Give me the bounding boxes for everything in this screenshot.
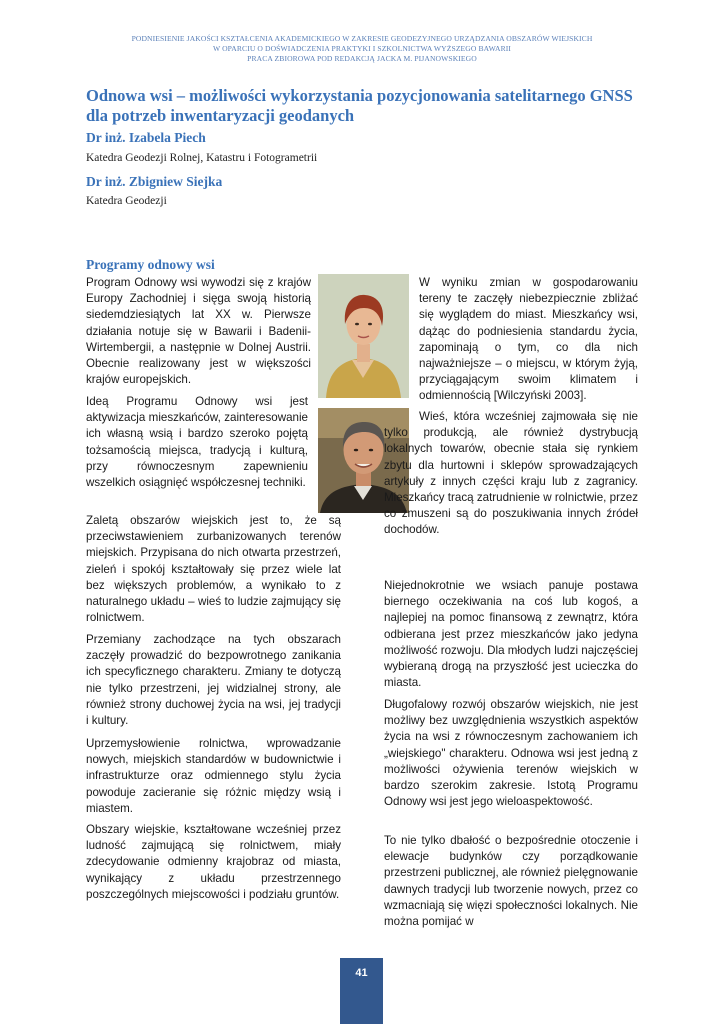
left-paragraph-1: Program Odnowy wsi wywodzi się z krajów Europy Zachodniej i sięga swoją historią siedemdziesiątych lat XX w. Pierwsze działania notuje się w Bawarii i Badenii-Wirtembergii, a następnie w Dolnej Austrii. Obecnie realizowany jest w większości krajów europejskich. bbox=[86, 276, 311, 387]
author-2-affiliation: Katedra Geodezji bbox=[86, 195, 167, 207]
header-line-1: PODNIESIENIE JAKOŚCI KSZTAŁCENIA AKADEMICKIEGO W ZAKRESIE GEODEZYJNEGO URZĄDZANIA OBSZARÓW WIEJSKICH bbox=[131, 34, 593, 43]
author-1-name: Dr inż. Izabela Piech bbox=[86, 130, 206, 145]
article-title: Odnowa wsi – możliwości wykorzystania pozycjonowania satelitarnego GNSS dla potrzeb inwentaryzacji geodanych bbox=[86, 86, 633, 125]
left-paragraph-6: Obszary wiejskie, kształtowane wcześniej przez ludność zajmującą się rolnictwem, miały zdecydowanie odmienny krajobraz od miasta, wynikający z układu przestrzennego poszczególnych miejscowości i podziału gruntów. bbox=[86, 823, 341, 901]
header-line-2: W OPARCIU O DOŚWIADCZENIA PRAKTYKI I SZKOLNICTWA WYŻSZEGO BAWARII bbox=[212, 44, 512, 53]
author-1-affiliation: Katedra Geodezji Rolnej, Katastru i Fotogrametrii bbox=[86, 152, 318, 164]
woman-portrait-icon bbox=[318, 274, 409, 398]
right-paragraph-4: Długofalowy rozwój obszarów wiejskich, nie jest możliwy bez uwzględnienia wszystkich aspektów życia na wsi z równoczesnym zachowaniem ich „wiejskiego" charakteru. Odnowa wsi jest jedną z możliwości ożywienia terenów wiejskich w bardzo szerokim zakresie. Istotą Programu Odnowy wsi jest jego wieloaspektowość. bbox=[384, 698, 638, 809]
author-photo-woman bbox=[318, 274, 409, 398]
author-2-name: Dr inż. Zbigniew Siejka bbox=[86, 174, 223, 189]
left-paragraph-5: Uprzemysłowienie rolnictwa, wprowadzanie nowych, miejskich standardów w budownictwie i infrastrukturze oraz odmiennego stylu życia powoduje zacieranie się różnic między wsią i miastem. bbox=[86, 737, 341, 815]
right-paragraph-1: W wyniku zmian w gospodarowaniu tereny te zaczęły niebezpiecznie zbliżać się wyglądem do miast. Mieszkańcy wsi, dążąc do podniesienia standardu życia, zapominają o tym, co dla nich najważniejsze – o miejscu, w którym żyją, przyciągającym swoim klimatem i odmiennością [Wilczyński 2003]. bbox=[419, 276, 638, 403]
left-paragraph-3: Zaletą obszarów wiejskich jest to, że są przeciwstawieniem zurbanizowanych terenów miejskich. Przypisana do nich otwarta przestrzeń, zieleń i spokój kształtowały się przez wiele lat bez większych problemów, a wynikało to z naturalnego układu – wieś to ludzie zajmujący się rolnictwem. bbox=[86, 514, 341, 625]
section-title: Programy odnowy wsi bbox=[86, 257, 215, 272]
left-paragraph-4: Przemiany zachodzące na tych obszarach zaczęły prowadzić do bezpowrotnego zanikania ich specyficznego charakteru. Zmiany te dotyczą nie tylko przestrzeni, jej widzialnej strony, ale również strony duchowej życia na wsi, jej tradycji i kultury. bbox=[86, 633, 341, 728]
running-header bbox=[0, 34, 724, 64]
left-paragraph-2: Ideą Programu Odnowy wsi jest aktywizacja mieszkańców, zainteresowanie ich własną wsią i bardzo szeroko pojętą tożsamością miejsca, tradycją i kulturą, przy równoczesnym zapewnieniu wszelkich osiągnięć współczesnej techniki. bbox=[86, 395, 308, 490]
page-number: 41 bbox=[340, 958, 383, 1024]
right-paragraph-3: Niejednokrotnie we wsiach panuje postawa biernego oczekiwania na coś lub kogoś, a najlepiej na pomoc finansową z zewnątrz, która odbierana jest przez mieszkańców jako jedyna możliwość rozwoju. Dla młodych ludzi najczęściej wybieraną drogą na przyszłość jest ucieczka do miasta. bbox=[384, 579, 638, 690]
right-paragraph-2: Wieś, która wcześniej zajmowała się nie tylko produkcją, ale również dystrybucją lokalnych towarów, obecnie stała się rynkiem zbytu dla hurtowni i sklepów sprowadzających artykuły z innych części kraju lub z zagranicy. Mieszkańcy tracą zatrudnienie w rolnictwie, przez co zmuszeni są do poszukiwania innych źródeł dochodów. bbox=[384, 410, 638, 537]
right-paragraph-5: To nie tylko dbałość o bezpośrednie otoczenie i elewacje budynków czy porządkowanie przestrzeni publicznej, ale również pielęgnowanie dawnych tradycji lub tworzenie nowych, przez co wzmacniają się więzi społeczności lokalnych. Nie można pomijać w bbox=[384, 834, 638, 929]
header-line-3: PRACA ZBIOROWA POD REDAKCJĄ JACKA M. PIJANOWSKIEGO bbox=[247, 54, 477, 63]
